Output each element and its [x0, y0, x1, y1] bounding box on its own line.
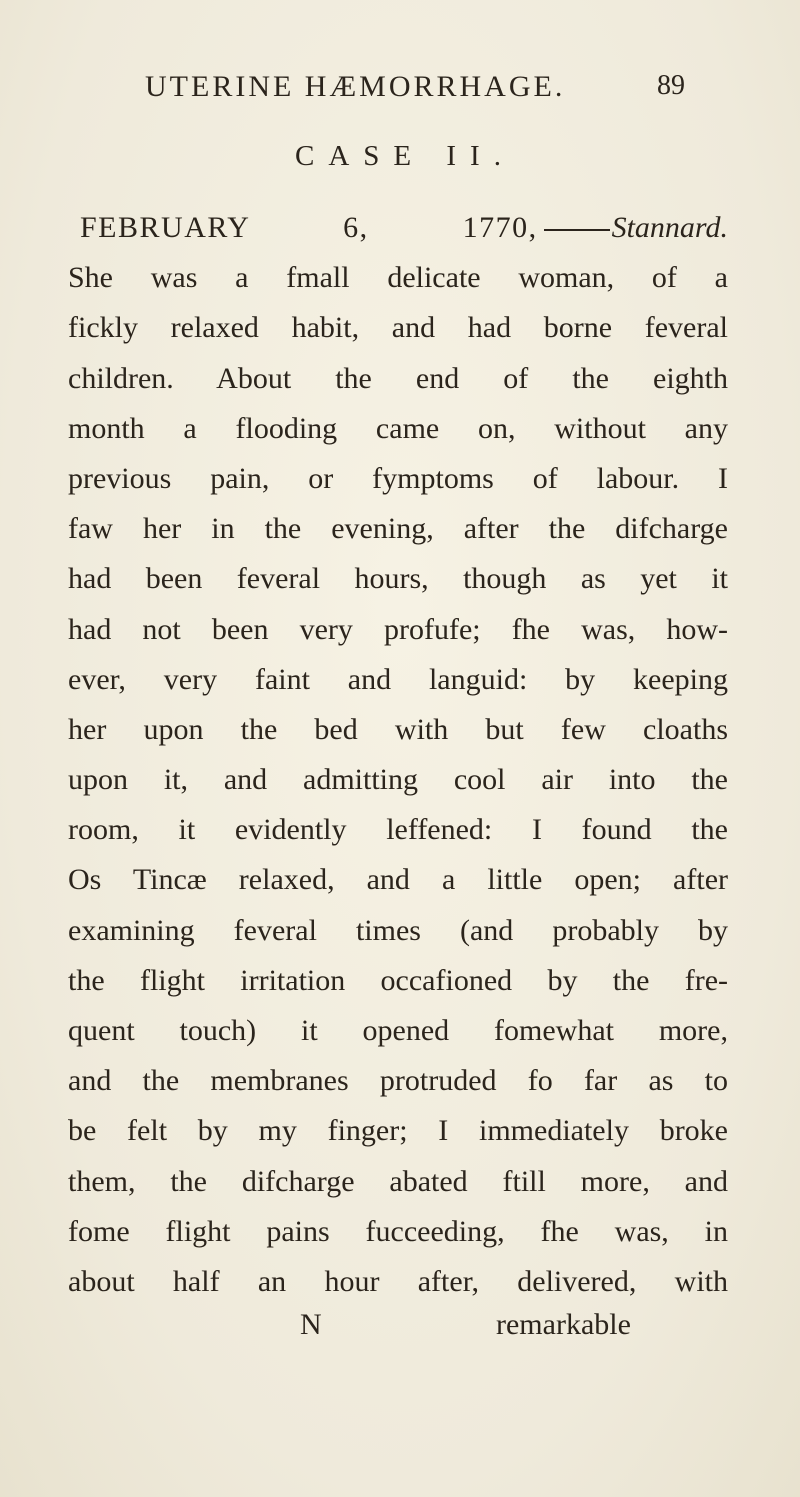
- text-line: Os Tincæ relaxed, and a little open; after: [68, 863, 728, 897]
- text-line: upon it, and admitting cool air into the: [68, 763, 728, 797]
- catchword: remarkable: [496, 1308, 631, 1341]
- text-line: about half an hour after, delivered, with: [68, 1264, 728, 1298]
- text-line: quent touch) it opened fomewhat more,: [68, 1014, 728, 1047]
- text-line: them, the difcharge abated ftill more, and: [68, 1164, 728, 1198]
- page-number: 89: [657, 70, 685, 101]
- text-line: examining feveral times (and probably by: [68, 913, 728, 947]
- page-footer: [0, 1300, 800, 1350]
- text-line: her upon the bed with but few cloaths: [68, 712, 728, 746]
- text-line: fome flight pains fucceeding, fhe was, in: [68, 1214, 728, 1248]
- text-line: the flight irritation occafioned by the fre-: [68, 963, 728, 997]
- body-text: [68, 203, 728, 1307]
- text-line: She was a fmall delicate woman, of a: [68, 261, 728, 295]
- text-line: had not been very profufe; fhe was, how-: [68, 612, 728, 646]
- text-line: and the membranes protruded fo far as to: [68, 1064, 728, 1098]
- signature-mark: N: [300, 1308, 322, 1341]
- running-head: [145, 70, 685, 104]
- text-line: faw her in the evening, after the difcharge: [68, 512, 728, 546]
- date-line: [68, 203, 728, 253]
- text-line: month a flooding came on, without any: [68, 411, 728, 445]
- case-heading: CASE II.: [295, 140, 515, 172]
- text-line: children. About the end of the eighth: [68, 361, 728, 395]
- case-date: FEBRUARY 6, 1770,: [80, 211, 538, 244]
- text-line: room, it evidently leffened: I found the: [68, 813, 728, 847]
- text-line: had been feveral hours, though as yet it: [68, 562, 728, 596]
- text-line: be felt by my finger; I immediately broke: [68, 1114, 728, 1148]
- running-head-title: UTERINE HÆMORRHAGE.: [145, 70, 566, 103]
- text-line: previous pain, or fymptoms of labour. I: [68, 461, 728, 495]
- patient-name: Stannard.: [611, 211, 728, 244]
- em-dash-rule: [544, 229, 610, 231]
- text-line: ever, very faint and languid: by keeping: [68, 662, 728, 696]
- text-line: fickly relaxed habit, and had borne feveral: [68, 311, 728, 345]
